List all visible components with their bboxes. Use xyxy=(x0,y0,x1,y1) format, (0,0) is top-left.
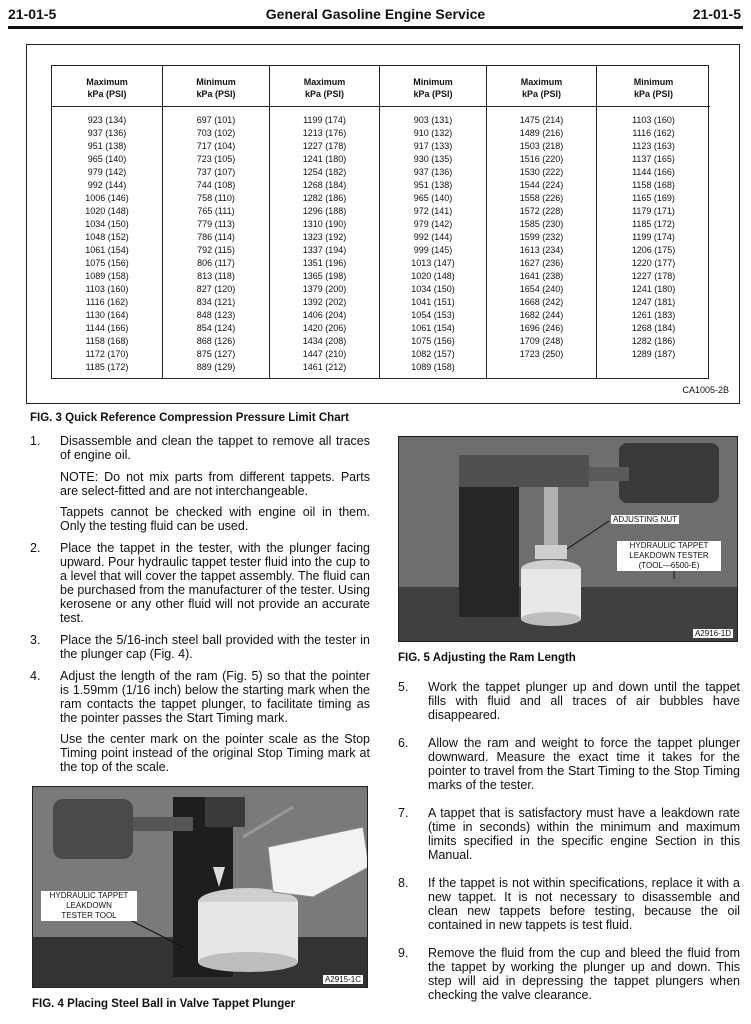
header-rule xyxy=(8,26,743,29)
table-cell: 1599 (232) xyxy=(519,232,564,242)
table-cell: 1034 (150) xyxy=(411,284,455,294)
page-number-left: 21-01-5 xyxy=(8,6,57,22)
table-cell: 1041 (151) xyxy=(411,297,455,307)
table-cell: 1723 (250) xyxy=(519,349,564,359)
procedure-step xyxy=(30,633,370,661)
procedure-step xyxy=(398,736,740,792)
table-column xyxy=(596,66,710,378)
column-header: Maximum kPa (PSI) xyxy=(520,77,563,99)
step-text: Work the tappet plunger up and down until the tappet fills with fluid and all traces of air bubbles have disappeared. xyxy=(428,680,740,722)
table-cell: 1709 (248) xyxy=(519,336,564,346)
step-number: 6. xyxy=(398,736,409,750)
table-cell: 992 (144) xyxy=(87,180,127,190)
table-cell: 875 (127) xyxy=(196,349,236,359)
header-separator xyxy=(487,106,596,107)
table-cell: 1020 (148) xyxy=(411,271,455,281)
procedure-step xyxy=(398,680,740,722)
table-column xyxy=(486,66,596,378)
table-column xyxy=(52,66,162,378)
table-cell: 1185 (172) xyxy=(632,219,675,229)
step-number: 4. xyxy=(30,669,41,683)
table-cell: 1199 (174) xyxy=(303,115,346,125)
step-text: Allow the ram and weight to force the tappet plunger downward. Measure the exact time it takes for the pointer to travel from the Start Timing to the Stop Timing marks of the tester. xyxy=(428,736,740,792)
header-separator xyxy=(380,106,486,107)
header-separator xyxy=(52,106,162,107)
table-cell: 937 (136) xyxy=(413,167,453,177)
step-text: Disassemble and clean the tappet to remove all traces of engine oil. xyxy=(60,434,370,462)
table-cell: 737 (107) xyxy=(196,167,236,177)
table-cell: 1392 (202) xyxy=(302,297,347,307)
table-column xyxy=(162,66,269,378)
table-cell: 792 (115) xyxy=(197,245,235,255)
step-number: 8. xyxy=(398,876,409,890)
table-cell: 1406 (204) xyxy=(302,310,347,320)
procedure-step xyxy=(398,946,740,1002)
column-values xyxy=(163,114,269,374)
table-cell: 848 (123) xyxy=(196,310,236,320)
table-cell: 1268 (184) xyxy=(631,323,676,333)
fig4-code: A2915-1C xyxy=(324,975,361,984)
column-header: Minimum kPa (PSI) xyxy=(633,77,674,99)
table-cell: 1013 (147) xyxy=(411,258,455,268)
table-cell: 972 (141) xyxy=(413,206,453,216)
table-cell: 1089 (158) xyxy=(85,271,129,281)
table-cell: 903 (131) xyxy=(413,115,453,125)
step-text: Place the tappet in the tester, with the plunger facing upward. Pour hydraulic tappet tester fluid into the cup to a level that will cover the tappet assembly. The fluid can be purchased from the manufacturer of the tester. Using kerosene or any other fluid will not provide an accurate test. xyxy=(60,541,370,625)
table-cell: 937 (136) xyxy=(87,128,127,138)
table-cell: 1165 (169) xyxy=(632,193,675,203)
table-cell: 1089 (158) xyxy=(411,362,455,372)
table-cell: 1020 (148) xyxy=(85,206,129,216)
column-values xyxy=(52,114,162,374)
table-cell: 1337 (194) xyxy=(302,245,347,255)
table-cell: 744 (108) xyxy=(196,180,236,190)
page-number-right: 21-01-5 xyxy=(692,6,741,22)
table-cell: 1282 (186) xyxy=(302,193,347,203)
procedure-step xyxy=(398,876,740,932)
table-cell: 1227 (178) xyxy=(302,141,347,151)
table-cell: 1034 (150) xyxy=(85,219,129,229)
step-number: 7. xyxy=(398,806,409,820)
fig4-photo xyxy=(32,786,368,988)
procedure-step xyxy=(398,806,740,862)
table-cell: 1179 (171) xyxy=(632,206,675,216)
table-cell: 703 (102) xyxy=(196,128,236,138)
table-cell: 1144 (166) xyxy=(632,167,675,177)
table-cell: 1103 (160) xyxy=(632,115,675,125)
page-header xyxy=(0,0,751,26)
table-cell: 1503 (218) xyxy=(519,141,564,151)
page-title: General Gasoline Engine Service xyxy=(265,6,486,22)
procedure-step xyxy=(30,669,370,725)
table-cell: 1116 (162) xyxy=(85,297,129,307)
table-column xyxy=(379,66,486,378)
table-cell: 992 (144) xyxy=(413,232,453,242)
table-cell: 999 (145) xyxy=(413,245,453,255)
table-cell: 910 (132) xyxy=(413,128,453,138)
fig5-adjusting-nut-label: ADJUSTING NUT xyxy=(613,515,677,524)
table-cell: 1544 (224) xyxy=(519,180,564,190)
table-cell: 1516 (220) xyxy=(519,154,564,164)
header-separator xyxy=(597,106,710,107)
table-cell: 1254 (182) xyxy=(302,167,347,177)
step-number: 2. xyxy=(30,541,41,555)
table-cell: 1048 (152) xyxy=(85,232,129,242)
table-cell: 868 (126) xyxy=(196,336,236,346)
table-cell: 1489 (216) xyxy=(519,128,564,138)
fig5-tester-label: HYDRAULIC TAPPET LEAKDOWN TESTER (TOOL—6500-E) xyxy=(617,541,721,571)
pressure-limit-table xyxy=(51,65,709,379)
table-cell: 965 (140) xyxy=(87,154,127,164)
table-cell: 1585 (230) xyxy=(519,219,564,229)
procedure-note: NOTE: Do not mix parts from different tappets. Parts are select-fitted and are not interchangeable. xyxy=(60,470,370,498)
header-separator xyxy=(270,106,379,107)
fig4-illustration xyxy=(33,787,368,988)
step-number: 1. xyxy=(30,434,41,448)
table-cell: 1282 (186) xyxy=(631,336,676,346)
table-cell: 1530 (222) xyxy=(519,167,564,177)
table-cell: 1627 (236) xyxy=(519,258,564,268)
step-number: 3. xyxy=(30,633,41,647)
procedure-note: Use the center mark on the pointer scale as the Stop Timing point instead of the original Stop Timing mark at the top of the scale. xyxy=(60,732,370,774)
table-cell: 1310 (190) xyxy=(302,219,347,229)
table-cell: 1158 (168) xyxy=(85,336,129,346)
left-procedure-column xyxy=(30,434,370,774)
table-cell: 1116 (162) xyxy=(632,128,675,138)
column-header: Maximum kPa (PSI) xyxy=(86,77,128,99)
column-values xyxy=(487,114,596,361)
table-cell: 1144 (166) xyxy=(85,323,129,333)
table-cell: 697 (101) xyxy=(196,115,236,125)
fig5-illustration xyxy=(399,437,738,642)
table-cell: 1572 (228) xyxy=(519,206,564,216)
table-cell: 1261 (183) xyxy=(631,310,676,320)
table-cell: 979 (142) xyxy=(413,219,453,229)
table-cell: 1241 (180) xyxy=(631,284,676,294)
procedure-step xyxy=(30,434,370,462)
table-cell: 1054 (153) xyxy=(411,310,455,320)
table-cell: 1268 (184) xyxy=(302,180,347,190)
table-cell: 1206 (175) xyxy=(631,245,676,255)
column-values xyxy=(597,114,710,361)
table-cell: 765 (111) xyxy=(197,206,235,216)
table-cell: 889 (129) xyxy=(196,362,236,372)
table-cell: 917 (133) xyxy=(413,141,453,151)
fig3-caption: FIG. 3 Quick Reference Compression Pressure Limit Chart xyxy=(30,412,349,424)
table-cell: 1123 (163) xyxy=(632,141,675,151)
header-separator xyxy=(163,106,269,107)
table-cell: 1558 (226) xyxy=(519,193,564,203)
table-cell: 717 (104) xyxy=(196,141,236,151)
table-cell: 806 (117) xyxy=(197,258,235,268)
table-cell: 834 (121) xyxy=(196,297,236,307)
table-cell: 1654 (240) xyxy=(519,284,564,294)
table-cell: 779 (113) xyxy=(197,219,235,229)
table-cell: 1137 (165) xyxy=(632,154,675,164)
fig5-photo xyxy=(398,436,738,642)
table-cell: 930 (135) xyxy=(413,154,453,164)
fig4-caption: FIG. 4 Placing Steel Ball in Valve Tappet Plunger xyxy=(32,998,296,1010)
table-cell: 1420 (206) xyxy=(302,323,347,333)
table-cell: 1061 (154) xyxy=(85,245,129,255)
step-text: A tappet that is satisfactory must have a leakdown rate (time in seconds) within the minimum and maximum limits specified in the specific engine Section in this Manual. xyxy=(428,806,740,862)
table-cell: 951 (138) xyxy=(87,141,127,151)
table-cell: 1075 (156) xyxy=(85,258,129,268)
column-header: Maximum kPa (PSI) xyxy=(303,77,346,99)
fig5-caption: FIG. 5 Adjusting the Ram Length xyxy=(398,652,576,664)
table-cell: 1241 (180) xyxy=(302,154,347,164)
table-cell: 786 (114) xyxy=(197,232,235,242)
procedure-note: Tappets cannot be checked with engine oil in them. Only the testing fluid can be used. xyxy=(60,505,370,533)
table-cell: 1323 (192) xyxy=(302,232,347,242)
table-cell: 1199 (174) xyxy=(632,232,675,242)
step-text: Remove the fluid from the cup and bleed the fluid from the tappet by working the plunger up and down. This step will aid in depressing the tappet plungers when checking the valve clearance. xyxy=(428,946,740,1002)
step-number: 9. xyxy=(398,946,409,960)
table-cell: 1103 (160) xyxy=(85,284,129,294)
table-cell: 1613 (234) xyxy=(519,245,564,255)
table-column xyxy=(269,66,379,378)
table-cell: 1082 (157) xyxy=(411,349,455,359)
pressure-chart-frame xyxy=(26,44,740,404)
table-cell: 1696 (246) xyxy=(519,323,564,333)
table-cell: 1447 (210) xyxy=(302,349,347,359)
right-procedure-column xyxy=(398,680,740,1002)
table-cell: 813 (118) xyxy=(197,271,235,281)
step-text: Adjust the length of the ram (Fig. 5) so that the pointer is 1.59mm (1/16 inch) below the starting mark when the ram contacts the tappet plunger, to facilitate timing as the pointer passes the Start Timing mark. xyxy=(60,669,370,725)
table-cell: 1061 (154) xyxy=(411,323,455,333)
procedure-step xyxy=(30,541,370,625)
table-cell: 1434 (208) xyxy=(302,336,347,346)
table-cell: 1158 (168) xyxy=(632,180,675,190)
column-header: Minimum kPa (PSI) xyxy=(413,77,453,99)
table-cell: 1682 (244) xyxy=(519,310,564,320)
table-cell: 979 (142) xyxy=(87,167,127,177)
table-cell: 1227 (178) xyxy=(631,271,676,281)
table-cell: 1379 (200) xyxy=(302,284,347,294)
table-cell: 758 (110) xyxy=(197,193,235,203)
chart-code: CA1005-2B xyxy=(682,385,729,395)
table-cell: 1365 (198) xyxy=(302,271,347,281)
step-text: If the tappet is not within specifications, replace it with a new tappet. It is not necessary to disassemble and clean new tappets before testing, because the oil contained in new tappets is test fluid. xyxy=(428,876,740,932)
table-cell: 1220 (177) xyxy=(631,258,676,268)
table-cell: 1296 (188) xyxy=(302,206,347,216)
table-cell: 1130 (164) xyxy=(85,310,129,320)
table-cell: 1185 (172) xyxy=(85,362,129,372)
table-cell: 951 (138) xyxy=(413,180,453,190)
table-cell: 1351 (196) xyxy=(302,258,347,268)
table-cell: 1289 (187) xyxy=(631,349,676,359)
step-text: Place the 5/16-inch steel ball provided with the tester in the plunger cap (Fig. 4). xyxy=(60,633,370,661)
table-cell: 923 (134) xyxy=(87,115,127,125)
table-cell: 854 (124) xyxy=(196,323,236,333)
table-cell: 1247 (181) xyxy=(631,297,676,307)
table-cell: 1172 (170) xyxy=(85,349,129,359)
fig4-tool-label: HYDRAULIC TAPPET LEAKDOWN TESTER TOOL xyxy=(41,891,137,921)
table-cell: 1641 (238) xyxy=(519,271,564,281)
step-number: 5. xyxy=(398,680,409,694)
table-cell: 1006 (146) xyxy=(85,193,129,203)
column-values xyxy=(270,114,379,374)
table-cell: 965 (140) xyxy=(413,193,453,203)
table-cell: 723 (105) xyxy=(196,154,236,164)
table-cell: 1075 (156) xyxy=(411,336,455,346)
table-cell: 1213 (176) xyxy=(302,128,347,138)
fig5-code: A2916-1D xyxy=(694,629,731,638)
column-header: Minimum kPa (PSI) xyxy=(196,77,236,99)
table-cell: 1475 (214) xyxy=(519,115,564,125)
table-cell: 827 (120) xyxy=(196,284,236,294)
table-cell: 1461 (212) xyxy=(302,362,347,372)
table-cell: 1668 (242) xyxy=(519,297,564,307)
column-values xyxy=(380,114,486,374)
